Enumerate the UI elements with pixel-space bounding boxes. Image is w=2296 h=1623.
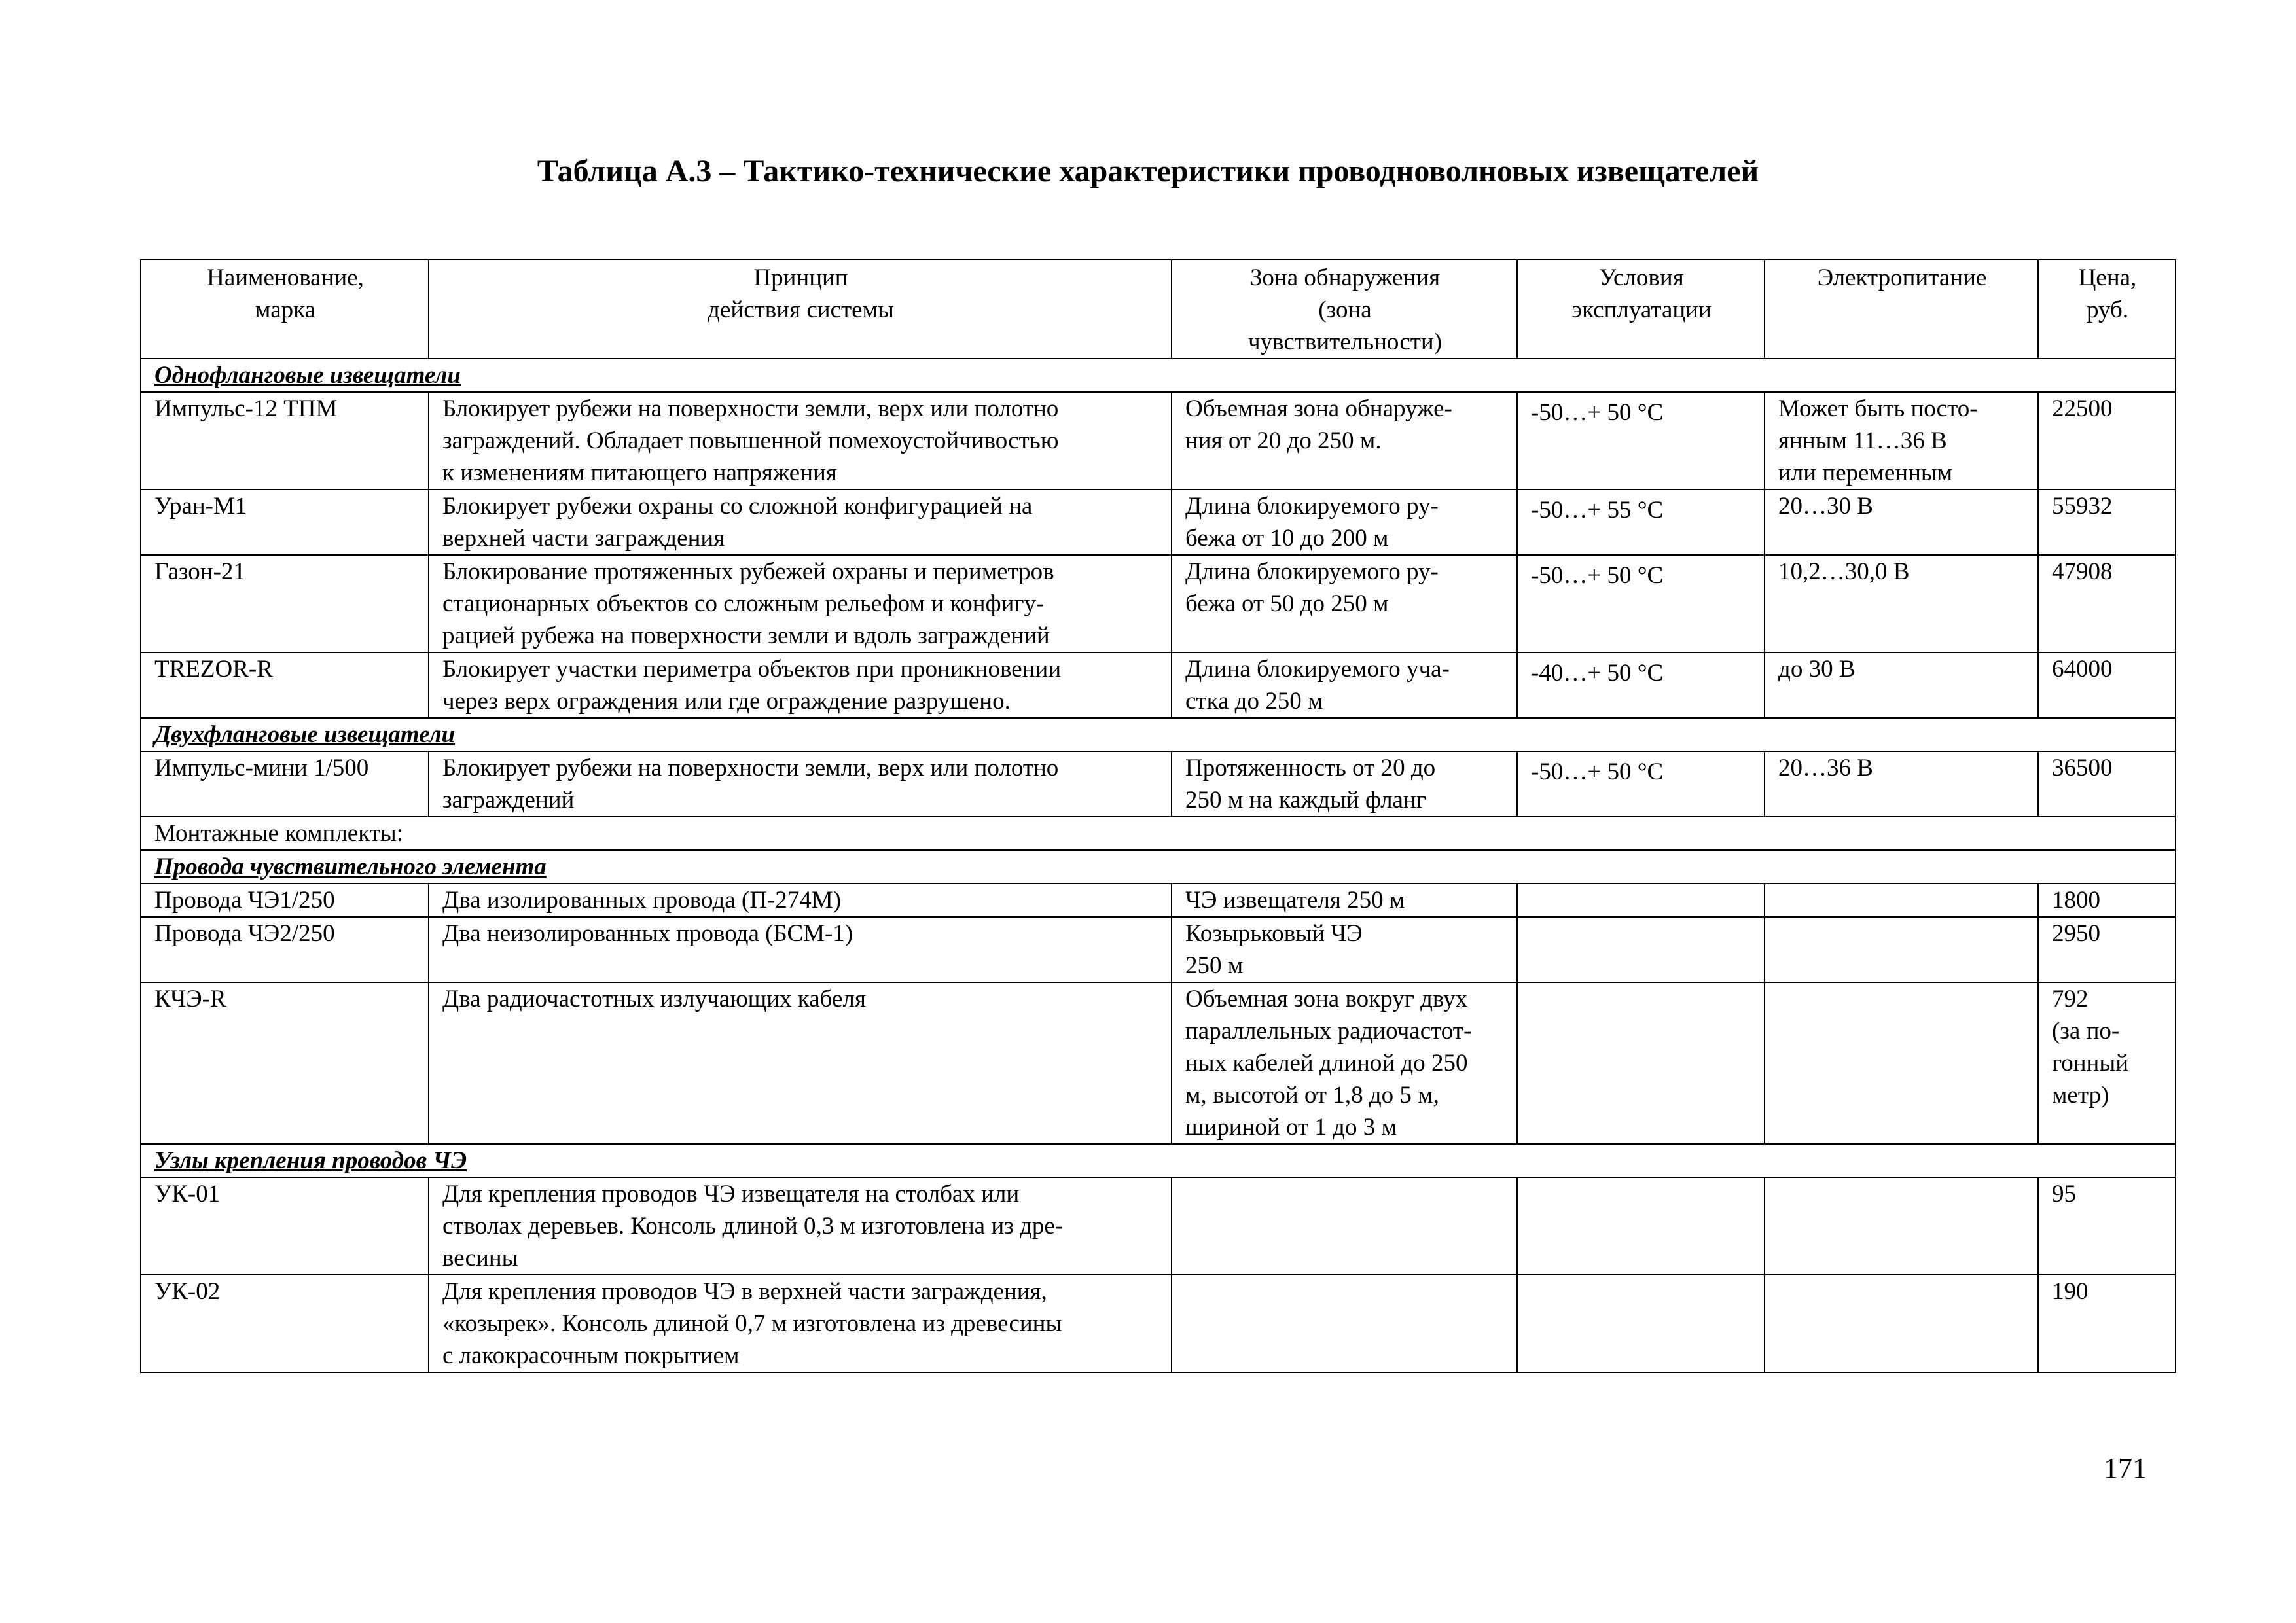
cell-name: Газон-21 <box>141 555 429 652</box>
cell-power <box>1765 751 2038 817</box>
cell-line: Блокирование протяженных рубежей охраны и периметров <box>442 558 1054 585</box>
specifications-table <box>140 259 2176 1373</box>
cell-power <box>1765 490 2038 555</box>
page-title: Таблица А.3 – Тактико-технические характеристики проводноволновых извещателей <box>537 154 1759 188</box>
cell-line: стволах деревьев. Консоль длиной 0,3 м изготовлена из дре- <box>442 1213 1064 1240</box>
cell-name: Провода ЧЭ1/250 <box>141 883 429 917</box>
cell-name: Провода ЧЭ2/250 <box>141 917 429 982</box>
cell-conditions: -50…+ 50 °С <box>1517 751 1765 817</box>
cell-line: Объемная зона обнаруже- <box>1185 395 1452 422</box>
table-row <box>141 917 2176 982</box>
cell-line: Два изолированных провода (П-274М) <box>442 887 842 914</box>
cell-line: руб. <box>2086 296 2129 323</box>
cell-line: Два радиочастотных излучающих кабеля <box>442 986 866 1012</box>
cell-line: Наименование, <box>207 264 364 291</box>
cell-line: ЧЭ извещателя 250 м <box>1185 887 1405 914</box>
cell-line: Длина блокируемого ру- <box>1185 493 1439 520</box>
cell-conditions <box>1517 982 1765 1144</box>
cell-power <box>1765 917 2038 982</box>
table-row <box>141 751 2176 817</box>
cell-principle <box>429 392 1172 490</box>
cell-price <box>2038 1177 2176 1275</box>
cell-line: 2950 <box>2052 920 2100 947</box>
cell-line: чувствительности) <box>1247 329 1443 355</box>
cell-zone <box>1172 982 1517 1144</box>
cell-line: Козырьковый ЧЭ <box>1185 920 1363 947</box>
section-row <box>141 359 2176 392</box>
cell-zone <box>1172 917 1517 982</box>
table-row <box>141 1177 2176 1275</box>
cell-line: через верх ограждения или где ограждение разрушено. <box>442 688 1011 715</box>
section-label: Однофланговые извещатели <box>141 359 2176 392</box>
cell-name: TREZOR-R <box>141 652 429 718</box>
cell-line: ния от 20 до 250 м. <box>1185 427 1382 454</box>
cell-principle <box>429 555 1172 652</box>
cell-line: Протяженность от 20 до <box>1185 755 1436 781</box>
cell-line: шириной от 1 до 3 м <box>1185 1114 1397 1141</box>
cell-principle <box>429 1177 1172 1275</box>
cell-conditions: -40…+ 50 °С <box>1517 652 1765 718</box>
cell-principle <box>429 917 1172 982</box>
cell-zone <box>1172 555 1517 652</box>
cell-line: ных кабелей длиной до 250 <box>1185 1050 1468 1077</box>
cell-line: бежа от 50 до 250 м <box>1185 590 1389 617</box>
header-power <box>1765 260 2038 359</box>
cell-line: Для крепления проводов ЧЭ в верхней части заграждения, <box>442 1278 1047 1305</box>
cell-principle <box>429 652 1172 718</box>
cell-name: Уран-М1 <box>141 490 429 555</box>
cell-line: параллельных радиочастот- <box>1185 1018 1472 1044</box>
cell-conditions <box>1517 917 1765 982</box>
cell-price <box>2038 392 2176 490</box>
cell-line: Может быть посто- <box>1778 395 1978 422</box>
cell-line: «козырек». Консоль длиной 0,7 м изготовлена из древесины <box>442 1310 1062 1337</box>
cell-line: бежа от 10 до 200 м <box>1185 525 1389 552</box>
cell-line: Длина блокируемого ру- <box>1185 558 1439 585</box>
cell-line: Электропитание <box>1817 264 1987 291</box>
table-row <box>141 490 2176 555</box>
cell-line: к изменениям питающего напряжения <box>442 459 837 486</box>
cell-power <box>1765 982 2038 1144</box>
cell-principle <box>429 751 1172 817</box>
cell-line: 95 <box>2052 1181 2076 1207</box>
cell-conditions: -50…+ 50 °С <box>1517 555 1765 652</box>
cell-line: Условия <box>1599 264 1684 291</box>
cell-line: Блокирует рубежи на поверхности земли, верх или полотно <box>442 395 1059 422</box>
header-row <box>141 260 2176 359</box>
section-label: Провода чувствительного элемента <box>141 850 2176 883</box>
cell-price <box>2038 883 2176 917</box>
table-row <box>141 392 2176 490</box>
cell-line: (за по- <box>2052 1018 2120 1044</box>
header-conditions <box>1517 260 1765 359</box>
header-name <box>141 260 429 359</box>
cell-line: стка до 250 м <box>1185 688 1323 715</box>
cell-line: верхней части заграждения <box>442 525 725 552</box>
page-number: 171 <box>2104 1452 2147 1484</box>
cell-line: Блокирует участки периметра объектов при проникновении <box>442 656 1062 683</box>
cell-zone <box>1172 751 1517 817</box>
table-row <box>141 883 2176 917</box>
cell-line: действия системы <box>708 296 894 323</box>
cell-line: рацией рубежа на поверхности земли и вдоль заграждений <box>442 622 1050 649</box>
cell-price <box>2038 982 2176 1144</box>
section-row <box>141 718 2176 751</box>
cell-line: 22500 <box>2052 395 2113 422</box>
cell-line: Зона обнаружения <box>1249 264 1441 291</box>
cell-line: Блокирует рубежи охраны со сложной конфигурацией на <box>442 493 1033 520</box>
cell-line: или переменным <box>1778 459 1953 486</box>
cell-principle <box>429 982 1172 1144</box>
cell-line: 36500 <box>2052 755 2113 781</box>
cell-conditions: -50…+ 55 °С <box>1517 490 1765 555</box>
cell-line: метр) <box>2052 1082 2109 1109</box>
cell-zone <box>1172 1177 1517 1275</box>
header-zone <box>1172 260 1517 359</box>
cell-line: Блокирует рубежи на поверхности земли, верх или полотно <box>442 755 1059 781</box>
cell-line: Объемная зона вокруг двух <box>1185 986 1468 1012</box>
cell-line: 1800 <box>2052 887 2100 914</box>
cell-line: 10,2…30,0 В <box>1778 558 1910 585</box>
cell-name: УК-01 <box>141 1177 429 1275</box>
table-row <box>141 1275 2176 1372</box>
cell-name: КЧЭ-R <box>141 982 429 1144</box>
table-row <box>141 982 2176 1144</box>
cell-name: Импульс-12 ТПМ <box>141 392 429 490</box>
cell-price <box>2038 652 2176 718</box>
cell-price <box>2038 1275 2176 1372</box>
cell-line: заграждений. Обладает повышенной помехоустойчивостью <box>442 427 1059 454</box>
cell-power <box>1765 652 2038 718</box>
cell-line: гонный <box>2052 1050 2129 1077</box>
cell-line: Принцип <box>753 264 848 291</box>
cell-line: (зона <box>1318 296 1372 323</box>
cell-line: 20…30 В <box>1778 493 1873 520</box>
cell-zone <box>1172 1275 1517 1372</box>
cell-line: янным 11…36 В <box>1778 427 1947 454</box>
cell-line: заграждений <box>442 787 575 813</box>
cell-line: 190 <box>2052 1278 2089 1305</box>
cell-power <box>1765 555 2038 652</box>
cell-principle <box>429 883 1172 917</box>
cell-price <box>2038 917 2176 982</box>
cell-power <box>1765 1275 2038 1372</box>
cell-zone <box>1172 883 1517 917</box>
cell-price <box>2038 555 2176 652</box>
cell-line: 792 <box>2052 986 2089 1012</box>
cell-line: до 30 В <box>1778 656 1856 683</box>
cell-name: УК-02 <box>141 1275 429 1372</box>
cell-zone <box>1172 392 1517 490</box>
table-body <box>141 359 2176 1372</box>
cell-zone <box>1172 490 1517 555</box>
cell-price <box>2038 490 2176 555</box>
cell-line: 64000 <box>2052 656 2113 683</box>
cell-line: марка <box>255 296 315 323</box>
cell-line: Два неизолированных провода (БСМ-1) <box>442 920 853 947</box>
cell-conditions <box>1517 1275 1765 1372</box>
section-row <box>141 850 2176 883</box>
cell-name: Импульс-мини 1/500 <box>141 751 429 817</box>
section-label: Монтажные комплекты: <box>141 817 2176 850</box>
cell-line: 55932 <box>2052 493 2113 520</box>
header-price <box>2038 260 2176 359</box>
table-row <box>141 555 2176 652</box>
cell-line: Длина блокируемого уча- <box>1185 656 1450 683</box>
section-label: Узлы крепления проводов ЧЭ <box>141 1144 2176 1177</box>
cell-line: Для крепления проводов ЧЭ извещателя на столбах или <box>442 1181 1020 1207</box>
cell-line: Цена, <box>2078 264 2137 291</box>
cell-power <box>1765 883 2038 917</box>
cell-line: 20…36 В <box>1778 755 1873 781</box>
table-row <box>141 652 2176 718</box>
cell-line: эксплуатации <box>1571 296 1712 323</box>
cell-line: 47908 <box>2052 558 2113 585</box>
section-label: Двухфланговые извещатели <box>141 718 2176 751</box>
section-row <box>141 1144 2176 1177</box>
cell-line: 250 м <box>1185 952 1244 979</box>
cell-line: 250 м на каждый фланг <box>1185 787 1426 813</box>
cell-zone <box>1172 652 1517 718</box>
cell-conditions: -50…+ 50 °С <box>1517 392 1765 490</box>
table-header <box>141 260 2176 359</box>
header-principle <box>429 260 1172 359</box>
cell-principle <box>429 1275 1172 1372</box>
cell-line: с лакокрасочным покрытием <box>442 1342 740 1369</box>
cell-conditions <box>1517 883 1765 917</box>
cell-conditions <box>1517 1177 1765 1275</box>
cell-power <box>1765 1177 2038 1275</box>
cell-principle <box>429 490 1172 555</box>
cell-price <box>2038 751 2176 817</box>
cell-power <box>1765 392 2038 490</box>
section-row <box>141 817 2176 850</box>
cell-line: стационарных объектов со сложным рельефом и конфигу- <box>442 590 1045 617</box>
cell-line: весины <box>442 1245 518 1272</box>
cell-line: м, высотой от 1,8 до 5 м, <box>1185 1082 1439 1109</box>
